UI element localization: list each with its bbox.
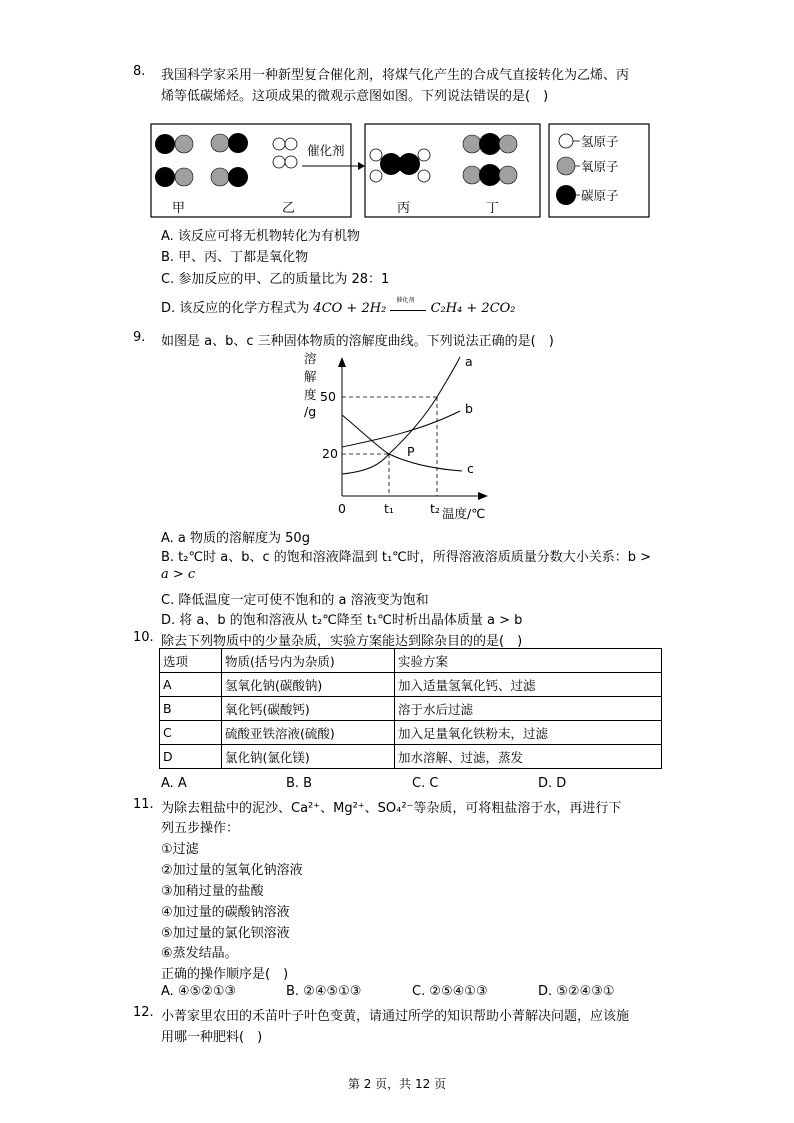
option-d: D. 该反应的化学方程式为 4CO + 2H₂ 催化剂 C₂H₄ + 2CO₂	[161, 296, 516, 316]
co-molecule	[211, 133, 248, 153]
legend-hydrogen: 氢原子	[581, 134, 619, 149]
legend-oxygen: 氧原子	[581, 159, 619, 174]
label-yi: 乙	[282, 201, 296, 216]
co-molecule	[155, 134, 193, 154]
table-cell: A	[160, 673, 222, 697]
table-cell: 溶于水后过滤	[395, 697, 662, 721]
table-cell: 氧化钙(碳酸钙)	[222, 697, 395, 721]
equation-rhs: C₂H₄ + 2CO₂	[430, 301, 516, 316]
choice-c: C. ②⑤④①③	[412, 984, 488, 999]
table-cell: 加入适量氢氧化钙、过滤	[395, 673, 662, 697]
option-b-cont: a > c	[161, 567, 196, 582]
options-table	[159, 648, 662, 769]
table-header-row	[160, 649, 662, 673]
co2-molecule	[463, 164, 517, 186]
h2-molecule	[273, 138, 297, 150]
curve-a-label: a	[465, 354, 473, 369]
step-item: ②加过量的氢氧化钠溶液	[161, 863, 303, 878]
equation-condition: 催化剂	[390, 302, 426, 316]
question-number: 11.	[133, 797, 154, 812]
table-cell: D	[160, 745, 222, 769]
page-footer: 第 2 页，共 12 页	[347, 1077, 447, 1091]
carbon-atom-icon	[556, 185, 576, 205]
question-prompt: 正确的操作顺序是( )	[161, 967, 289, 982]
y-axis-label: 溶	[304, 351, 317, 366]
x-axis-label: 温度/℃	[442, 506, 486, 521]
option-a: A. a 物质的溶解度为 50g	[161, 531, 310, 546]
table-header: 选项	[160, 649, 222, 673]
step-item: ⑤加过量的氯化钡溶液	[161, 926, 290, 941]
origin-label: 0	[338, 501, 346, 516]
option-a: A. 该反应可将无机物转化为有机物	[161, 229, 360, 244]
question-number: 9.	[133, 330, 146, 345]
step-item: ①过滤	[161, 842, 199, 857]
question-stem: 小菁家里农田的禾苗叶子叶色变黄，请通过所学的知识帮助小菁解决问题，应该施	[161, 1009, 630, 1024]
point-p-label: P	[407, 444, 415, 459]
choice-b: B. B	[286, 776, 313, 791]
choice-c: C. C	[412, 776, 439, 791]
question-stem: 如图是 a、b、c 三种固体物质的溶解度曲线。下列说法正确的是( )	[161, 334, 554, 349]
label-bing: 丙	[397, 201, 411, 216]
solubility-chart	[300, 349, 500, 524]
y-axis-label: 度	[304, 387, 317, 402]
y-tick-20: 20	[322, 446, 338, 461]
equation-lhs: 4CO + 2H₂	[313, 301, 387, 316]
y-axis-label: 解	[304, 369, 317, 384]
c2h4-molecule	[370, 149, 430, 182]
table-row	[160, 697, 662, 721]
x-tick-t2: t₂	[430, 501, 440, 516]
choice-d: D. ⑤②④③①	[538, 984, 615, 999]
curve-b-label: b	[465, 401, 473, 416]
table-row	[160, 673, 662, 697]
option-d: D. 将 a、b 的饱和溶液从 t₂℃降至 t₁℃时析出晶体质量 a > b	[161, 613, 523, 628]
question-stem: 除去下列物质中的少量杂质，实验方案能达到除杂目的的是( )	[161, 634, 523, 649]
y-axis-label: /g	[304, 404, 317, 419]
table-header: 物质(括号内为杂质)	[222, 649, 395, 673]
table-cell: B	[160, 697, 222, 721]
table-cell: 加入足量氧化铁粉末，过滤	[395, 721, 662, 745]
co2-molecule	[463, 133, 517, 155]
question-stem: 我国科学家采用一种新型复合催化剂，将煤气化产生的合成气直接转化为乙烯、丙	[161, 68, 630, 83]
choice-a: A. A	[161, 776, 187, 791]
question-stem: 为除去粗盐中的泥沙、Ca²⁺、Mg²⁺、SO₄²⁻等杂质，可将粗盐溶于水，再进行下	[161, 801, 622, 816]
table-row	[160, 745, 662, 769]
table-cell: 硫酸亚铁溶液(硫酸)	[222, 721, 395, 745]
choice-b: B. ②④⑤①③	[286, 984, 362, 999]
oxygen-atom-icon	[557, 157, 575, 175]
step-item: ④加过量的碳酸钠溶液	[161, 905, 290, 920]
x-tick-t1: t₁	[384, 501, 394, 516]
co-molecule	[211, 167, 248, 187]
question-stem: 用哪一种肥料( )	[161, 1030, 263, 1045]
question-stem: 列五步操作：	[161, 821, 240, 836]
step-item: ⑥蒸发结晶。	[161, 946, 238, 961]
h2-molecule	[273, 156, 297, 168]
catalyst-label: 催化剂	[307, 143, 345, 158]
legend-carbon: 碳原子	[581, 188, 619, 203]
table-row	[160, 721, 662, 745]
question-number: 10.	[133, 630, 154, 645]
question-stem: 烯等低碳烯烃。这项成果的微观示意图如图。下列说法错误的是( )	[161, 89, 549, 104]
table-cell: C	[160, 721, 222, 745]
option-b: B. t₂℃时 a、b、c 的饱和溶液降温到 t₁℃时，所得溶液溶质质量分数大小关系：b >	[161, 550, 652, 565]
option-c: C. 降低温度一定可使不饱和的 a 溶液变为饱和	[161, 593, 429, 608]
hydrogen-atom-icon	[559, 134, 573, 148]
option-c: C. 参加反应的甲、乙的质量比为 28：1	[161, 272, 390, 287]
question-number: 8.	[133, 64, 146, 79]
choice-d: D. D	[538, 776, 567, 791]
curve-c-label: c	[467, 461, 474, 476]
question-number: 12.	[133, 1005, 154, 1020]
label-jia: 甲	[172, 201, 186, 216]
choice-a: A. ④⑤②①③	[161, 984, 237, 999]
table-header: 实验方案	[395, 649, 662, 673]
option-b: B. 甲、丙、丁都是氧化物	[161, 250, 309, 265]
step-item: ③加稍过量的盐酸	[161, 884, 264, 899]
table-cell: 氢氧化钠(碳酸钠)	[222, 673, 395, 697]
molecule-diagram	[150, 122, 650, 222]
curve-a	[342, 357, 460, 474]
label-ding: 丁	[486, 201, 500, 216]
co-molecule	[155, 167, 193, 187]
table-cell: 氯化钠(氯化镁)	[222, 745, 395, 769]
table-cell: 加水溶解、过滤，蒸发	[395, 745, 662, 769]
y-tick-50: 50	[320, 389, 336, 404]
